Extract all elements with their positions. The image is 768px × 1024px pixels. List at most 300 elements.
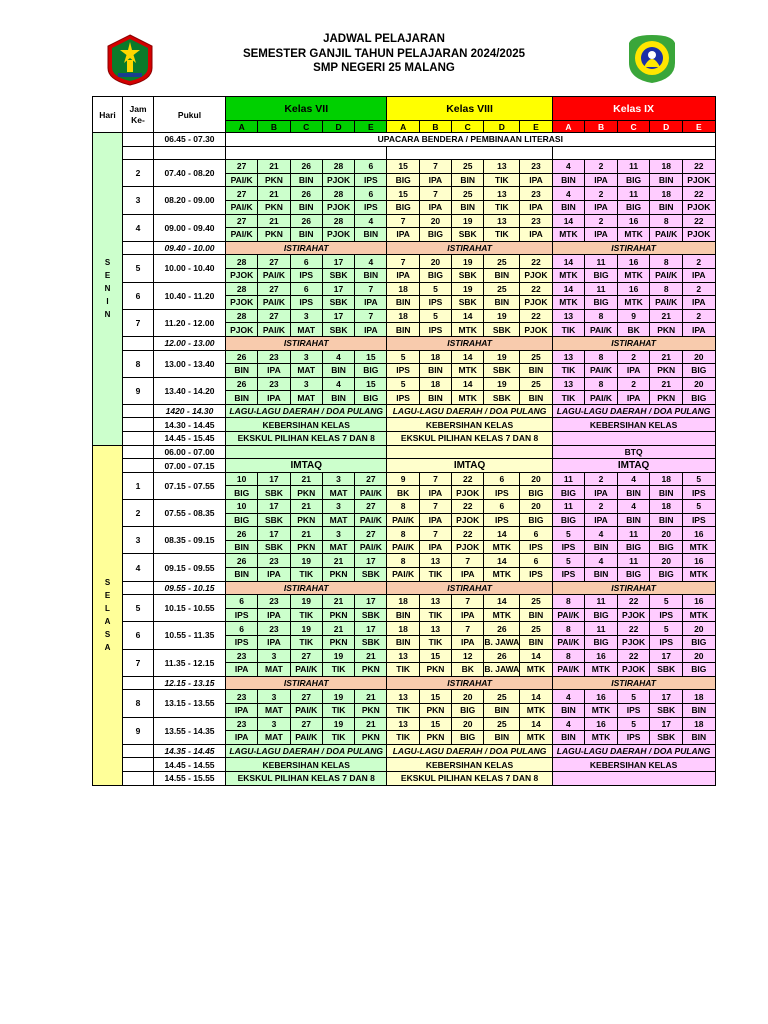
subject-cell: IPA [617,364,650,378]
subject-cell: IPS [419,296,451,310]
subject-cell: MTK [585,731,618,745]
subject-cell: PKN [258,228,290,242]
jam-cell [123,336,154,350]
subject-cell: BIN [226,540,258,554]
teacher-code-cell: 5 [683,500,716,514]
teacher-code-cell: 16 [683,595,716,609]
subject-cell: BIN [650,200,683,214]
subject-cell: PJOK [683,228,716,242]
teacher-code-cell: 23 [226,717,258,731]
subject-cell: IPA [258,391,290,405]
teacher-code-cell: 2 [585,472,618,486]
teacher-code-cell: 14 [552,282,585,296]
time-cell: 1420 - 14.30 [154,404,226,418]
subject-cell: MTK [683,540,716,554]
subject-cell: SBK [484,391,520,405]
time-cell: 11.35 - 12.15 [154,649,226,676]
jam-cell: 5 [123,595,154,622]
subject-cell: PJOK [322,173,354,187]
jam-cell: 3 [123,527,154,554]
teacher-code-cell: 4 [552,717,585,731]
teacher-code-cell: 19 [322,649,354,663]
jam-cell [123,459,154,473]
teacher-code-cell: 4 [585,527,618,541]
jam-cell: 2 [123,500,154,527]
teacher-code-cell: 27 [290,717,322,731]
teacher-code-cell: 13 [419,622,451,636]
malang-city-emblem-icon [106,34,154,86]
teacher-code-cell: 25 [520,622,552,636]
teacher-code-cell: 18 [387,282,419,296]
time-cell: 08.35 - 09.15 [154,527,226,554]
teacher-code-cell: 2 [683,309,716,323]
subject-cell: IPS [419,323,451,337]
subject-cell: SBK [452,268,484,282]
time-cell: 13.00 - 13.40 [154,350,226,377]
teacher-code-cell: 23 [258,595,290,609]
teacher-code-cell: 22 [452,472,484,486]
teacher-code-cell: 18 [650,472,683,486]
teacher-code-cell: 28 [226,282,258,296]
day-cell [93,445,123,785]
time-cell: 07.15 - 07.55 [154,472,226,499]
subject-cell: IPA [258,364,290,378]
teacher-code-cell: 4 [617,500,650,514]
activity-cell: EKSKUL PILIHAN KELAS 7 DAN 8 [387,432,552,446]
subject-cell: MTK [585,663,618,677]
day-letter: S [104,258,111,268]
subject-cell: MTK [552,228,585,242]
subject-cell: PKN [650,364,683,378]
subject-cell: IPA [258,635,290,649]
jam-cell: 3 [123,187,154,214]
table-row [93,282,716,296]
teacher-code-cell: 3 [258,649,290,663]
subject-cell: PJOK [520,268,552,282]
teacher-code-cell: 20 [419,214,451,228]
subject-cell: BIG [683,635,716,649]
teacher-code-cell: 11 [585,282,618,296]
day-letter: A [104,643,111,653]
subject-cell: BIN [387,635,419,649]
teacher-code-cell: 15 [355,377,387,391]
subject-cell: IPS [617,731,650,745]
teacher-code-cell: 7 [452,595,484,609]
subject-cell: PKN [419,731,451,745]
teacher-code-cell: 5 [552,554,585,568]
subject-cell: BIN [484,731,520,745]
teacher-code-cell: 14 [520,690,552,704]
break-cell: ISTIRAHAT [387,676,552,690]
teacher-code-cell: 20 [683,350,716,364]
subject-cell: BIN [290,173,322,187]
subject-cell: PKN [355,731,387,745]
subject-cell: IPA [683,268,716,282]
teacher-code-cell: 21 [258,160,290,174]
subject-cell: MAT [290,364,322,378]
teacher-code-cell: 16 [585,649,618,663]
teacher-code-cell: 10 [226,472,258,486]
teacher-code-cell: 25 [452,160,484,174]
teacher-code-cell: 8 [387,554,419,568]
subject-cell: PJOK [452,486,484,500]
subject-cell: PAI/K [355,513,387,527]
subject-cell: MTK [452,323,484,337]
teacher-code-cell: 11 [617,527,650,541]
table-row [93,133,716,147]
teacher-code-cell: 11 [585,595,618,609]
subject-cell: BIG [387,200,419,214]
teacher-code-cell: 14 [484,554,520,568]
teacher-code-cell: 6 [520,554,552,568]
teacher-code-cell: 7 [355,309,387,323]
subject-cell: IPS [683,513,716,527]
subject-cell: PAI/K [552,608,585,622]
section-header: C [617,121,650,133]
subject-cell: PJOK [520,323,552,337]
jam-cell: 8 [123,690,154,717]
subject-cell: BIN [226,568,258,582]
section-header: D [650,121,683,133]
subject-cell: PKN [290,540,322,554]
teacher-code-cell: 14 [452,350,484,364]
teacher-code-cell: 8 [585,377,618,391]
jam-cell [123,404,154,418]
subject-cell: IPA [258,608,290,622]
activity-cell: LAGU-LAGU DAERAH / DOA PULANG [552,404,715,418]
day-cell [93,133,123,446]
day-letter: S [104,630,111,640]
subject-cell: PAI/K [585,323,618,337]
subject-cell: BIG [683,364,716,378]
teacher-code-cell: 5 [617,717,650,731]
teacher-code-cell: 26 [226,554,258,568]
activity-cell: IMTAQ [226,459,387,473]
subject-cell: PJOK [452,540,484,554]
subject-cell: BIG [355,364,387,378]
subject-cell: IPS [520,540,552,554]
subject-cell: IPS [226,635,258,649]
subject-cell: B. JAWA [484,637,520,648]
subject-cell: PKN [650,323,683,337]
teacher-code-cell: 8 [552,595,585,609]
teacher-code-cell: 19 [484,377,520,391]
break-cell: ISTIRAHAT [552,241,715,255]
subject-cell: BK [617,323,650,337]
teacher-code-cell: 7 [419,527,451,541]
activity-cell: LAGU-LAGU DAERAH / DOA PULANG [226,744,387,758]
subject-cell: MTK [683,568,716,582]
table-row [93,309,716,323]
teacher-code-cell: 19 [322,717,354,731]
teacher-code-cell: 18 [419,377,451,391]
teacher-code-cell: 28 [226,309,258,323]
break-cell: ISTIRAHAT [387,241,552,255]
activity-cell: EKSKUL PILIHAN KELAS 7 DAN 8 [226,771,387,785]
time-cell: 13.55 - 14.35 [154,717,226,744]
teacher-code-cell: 5 [552,527,585,541]
break-cell: ISTIRAHAT [552,581,715,595]
table-row [93,581,716,595]
subject-cell: PAI/K [355,486,387,500]
table-row [93,445,716,459]
teacher-code-cell: 8 [552,649,585,663]
subject-cell: PAI/K [387,540,419,554]
subject-cell: PJOK [617,608,650,622]
subject-cell: BIN [617,486,650,500]
time-cell: 12.00 - 13.00 [154,336,226,350]
teacher-code-cell: 26 [290,214,322,228]
jam-cell [123,581,154,595]
teacher-code-cell: 2 [617,377,650,391]
subject-cell: PKN [419,703,451,717]
subject-cell: TIK [322,731,354,745]
section-header: E [683,121,716,133]
ceremony-cell: UPACARA BENDERA / PEMBINAAN LITERASI [226,133,716,147]
teacher-code-cell: 19 [484,350,520,364]
time-cell: 08.20 - 09.00 [154,187,226,214]
subject-cell: BIN [387,323,419,337]
subject-cell: MTK [585,703,618,717]
day-letter: S [104,578,111,588]
subject-cell: TIK [419,568,451,582]
teacher-code-cell: 20 [520,472,552,486]
subject-cell: BIN [650,513,683,527]
subject-cell: MTK [452,364,484,378]
subject-cell: PAI/K [552,663,585,677]
subject-cell: BIN [520,391,552,405]
teacher-code-cell: 6 [226,595,258,609]
subject-cell: BIG [419,228,451,242]
teacher-code-cell: 21 [290,527,322,541]
teacher-code-cell: 23 [226,690,258,704]
teacher-code-cell: 27 [226,214,258,228]
teacher-code-cell: 14 [520,649,552,663]
section-header: D [322,121,354,133]
subject-cell: IPA [452,608,484,622]
subject-cell: BIN [355,268,387,282]
subject-cell: PAI/K [226,200,258,214]
subject-cell: IPA [520,173,552,187]
teacher-code-cell: 27 [258,255,290,269]
teacher-code-cell: 16 [585,717,618,731]
subject-cell: IPS [552,568,585,582]
subject-cell: MTK [520,703,552,717]
subject-cell: MTK [617,268,650,282]
activity-cell: IMTAQ [387,459,552,473]
subject-cell: IPS [387,391,419,405]
header-school: SMP NEGERI 25 MALANG [313,62,455,74]
subject-cell: BIG [387,173,419,187]
table-row [93,350,716,364]
subject-cell: BIN [419,391,451,405]
teacher-code-cell: 22 [617,622,650,636]
activity-cell: IMTAQ [552,459,715,473]
teacher-code-cell: 12 [452,649,484,663]
subject-cell: IPA [355,296,387,310]
teacher-code-cell: 25 [484,690,520,704]
jam-cell: 2 [123,160,154,187]
subject-cell: PKN [290,513,322,527]
subject-cell: TIK [387,663,419,677]
teacher-code-cell: 15 [419,717,451,731]
teacher-code-cell: 20 [683,377,716,391]
teacher-code-cell: 17 [355,554,387,568]
subject-cell: BIG [226,513,258,527]
teacher-code-cell: 14 [484,527,520,541]
teacher-code-cell: 8 [650,255,683,269]
teacher-code-cell: 7 [419,500,451,514]
teacher-code-cell: 17 [650,690,683,704]
jam-cell [123,418,154,432]
subject-cell: MTK [617,228,650,242]
subject-cell: BIN [355,228,387,242]
subject-cell: PJOK [617,663,650,677]
subject-cell: TIK [484,228,520,242]
teacher-code-cell: 3 [290,377,322,391]
subject-cell: PJOK [520,296,552,310]
time-cell: 07.40 - 08.20 [154,160,226,187]
subject-cell: MTK [484,540,520,554]
subject-cell: BIG [419,268,451,282]
teacher-code-cell: 13 [419,595,451,609]
subject-cell: BIN [484,703,520,717]
subject-cell: IPA [617,391,650,405]
table-row [93,717,716,731]
jam-cell [123,241,154,255]
teacher-code-cell: 25 [452,187,484,201]
day-letter: N [104,284,111,294]
subject-cell: MTK [683,608,716,622]
subject-cell: MAT [290,391,322,405]
teacher-code-cell: 4 [355,255,387,269]
subject-cell: IPA [683,296,716,310]
teacher-code-cell: 19 [290,595,322,609]
section-header: D [484,121,520,133]
table-row [93,758,716,772]
teacher-code-cell: 16 [585,690,618,704]
subject-cell: PJOK [683,200,716,214]
subject-cell: BIN [322,391,354,405]
table-row [93,676,716,690]
teacher-code-cell: 6 [355,160,387,174]
subject-cell: BIN [387,608,419,622]
teacher-code-cell: 20 [683,649,716,663]
table-row [93,472,716,486]
subject-cell: SBK [484,323,520,337]
subject-cell: IPS [650,608,683,622]
subject-cell: PJOK [226,323,258,337]
teacher-code-cell: 17 [322,282,354,296]
subject-cell: BIN [585,540,618,554]
jam-cell [123,771,154,785]
subject-cell: MTK [617,296,650,310]
subject-cell: PKN [322,635,354,649]
teacher-code-cell: 18 [650,187,683,201]
time-cell: 11.20 - 12.00 [154,309,226,336]
teacher-code-cell: 4 [322,350,354,364]
jam-cell [123,676,154,690]
day-letter: I [106,297,109,307]
subject-cell: SBK [258,486,290,500]
time-cell: 13.40 - 14.20 [154,377,226,404]
table-row [93,622,716,636]
subject-cell: PJOK [322,200,354,214]
teacher-code-cell: 21 [322,622,354,636]
subject-cell: BK [452,663,484,677]
teacher-code-cell: 19 [452,255,484,269]
activity-cell: KEBERSIHAN KELAS [387,418,552,432]
table-row [93,160,716,174]
teacher-code-cell: 8 [585,350,618,364]
subject-cell: PKN [258,173,290,187]
jam-cell: 9 [123,377,154,404]
teacher-code-cell: 4 [552,160,585,174]
teacher-code-cell: 6 [290,255,322,269]
subject-cell: BIG [585,268,618,282]
subject-cell: SBK [258,513,290,527]
subject-cell: BIG [683,391,716,405]
teacher-code-cell: 28 [322,160,354,174]
subject-cell: MTK [484,608,520,622]
subject-cell: MAT [258,663,290,677]
subject-cell: BK [387,486,419,500]
table-row [93,241,716,255]
teacher-code-cell: 26 [484,622,520,636]
subject-cell: PJOK [226,268,258,282]
teacher-code-cell: 13 [552,309,585,323]
subject-cell: PAI/K [290,731,322,745]
teacher-code-cell: 22 [520,309,552,323]
jam-cell: 8 [123,350,154,377]
teacher-code-cell: 7 [387,255,419,269]
teacher-code-cell: 22 [683,160,716,174]
activity-cell: KEBERSIHAN KELAS [552,758,715,772]
subject-cell: PAI/K [258,268,290,282]
teacher-code-cell: 26 [290,160,322,174]
subject-cell: PAI/K [552,635,585,649]
jam-cell: 5 [123,255,154,282]
time-cell: 14.45 - 15.45 [154,432,226,446]
time-cell: 13.15 - 13.55 [154,690,226,717]
teacher-code-cell: 14 [552,214,585,228]
subject-cell: BIG [585,296,618,310]
teacher-code-cell: 18 [387,309,419,323]
subject-cell: IPA [585,486,618,500]
subject-cell: SBK [452,296,484,310]
teacher-code-cell: 2 [585,160,618,174]
teacher-code-cell: 17 [322,255,354,269]
section-header: E [520,121,552,133]
teacher-code-cell: 19 [452,214,484,228]
teacher-code-cell: 5 [650,595,683,609]
subject-cell: BIN [484,296,520,310]
subject-cell: IPA [226,663,258,677]
teacher-code-cell: 17 [650,717,683,731]
teacher-code-cell: 8 [387,500,419,514]
subject-cell: TIK [290,635,322,649]
teacher-code-cell: 13 [552,377,585,391]
teacher-code-cell: 13 [552,350,585,364]
time-cell: 14.45 - 14.55 [154,758,226,772]
subject-cell: IPS [520,568,552,582]
teacher-code-cell: 13 [387,690,419,704]
subject-cell: SBK [355,568,387,582]
teacher-code-cell: 11 [617,160,650,174]
subject-cell: IPA [452,635,484,649]
teacher-code-cell: 3 [258,717,290,731]
teacher-code-cell: 5 [387,350,419,364]
